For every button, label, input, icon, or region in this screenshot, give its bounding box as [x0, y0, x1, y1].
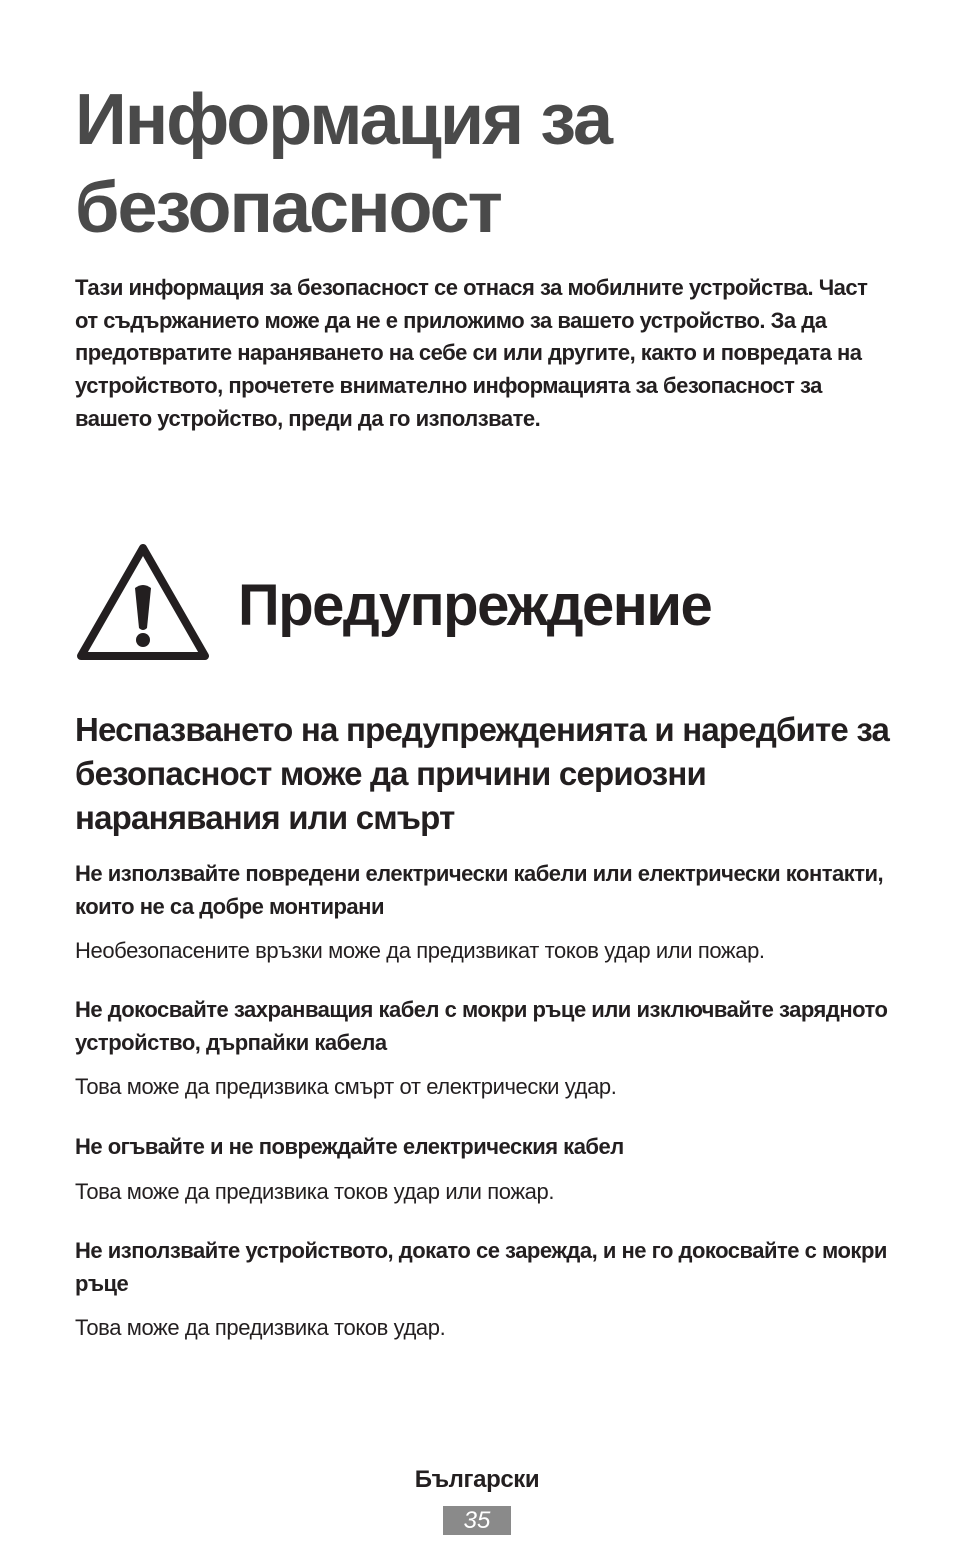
- footer-language: Български: [414, 1466, 540, 1493]
- item-title: Не огъвайте и не повреждайте електрическия кабел: [75, 1134, 624, 1159]
- section-heading: Неспазването на предупрежденията и наредбите за безопасност може да причини сериозни наранявания или смърт: [75, 711, 890, 836]
- warning-triangle-icon: [73, 540, 213, 664]
- item-title: Не използвайте устройството, докато се зарежда, и не го докосвайте с мокри ръце: [75, 1238, 887, 1296]
- item-body: Необезопасените връзки може да предизвикат токов удар или пожар.: [75, 938, 765, 963]
- page-title: Информация за безопасност: [75, 80, 612, 248]
- warning-heading: Предупреждение: [238, 573, 712, 638]
- item-body: Това може да предизвика токов удар или пожар.: [75, 1179, 555, 1204]
- item-body: Това може да предизвика токов удар.: [75, 1315, 446, 1340]
- item-title: Не използвайте повредени електрически кабели или електрически контакти, които не са добре монтирани: [75, 861, 884, 919]
- intro-paragraph: Тази информация за безопасност се отнася за мобилните устройства. Част от съдържанието може да не е приложимо за вашето устройство. За да предотвратите нараняването на себе си или другите, както и повредата на устройството, прочетете внимателно информацията за безопасност за вашето устройство, преди да го използвате.: [75, 275, 868, 431]
- item-title: Не докосвайте захранващия кабел с мокри ръце или изключвайте зарядното устройство, дърпайки кабела: [75, 997, 888, 1055]
- page-number: 35: [443, 1506, 511, 1535]
- item-body: Това може да предизвика смърт от електрически удар.: [75, 1074, 617, 1099]
